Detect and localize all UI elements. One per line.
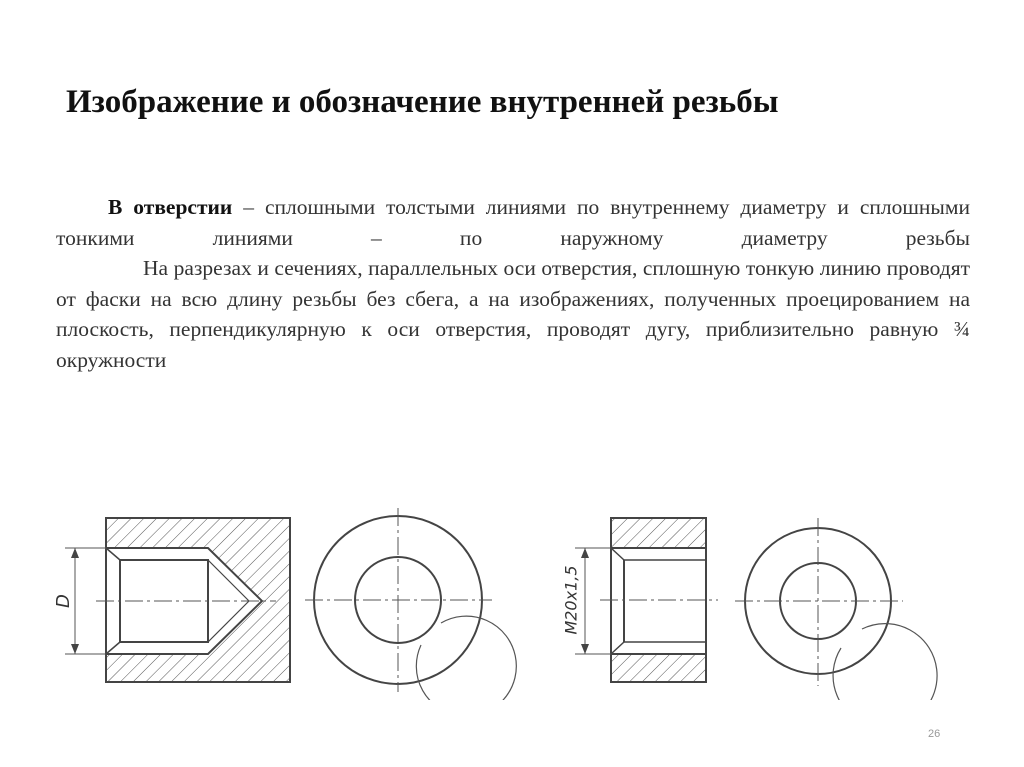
paragraph-1-lead: В отверстии — [108, 195, 233, 219]
paragraph-2: На разрезах и сечениях, параллельных оси отверстия, сплошную тонкую линию проводят от фаски на всю длину резьбы без сбега, а на изображениях, полученных проецированием на плоскость, перпендикулярную к оси отверстия, проводят дугу, приблизительно равную ¾ окружности — [56, 256, 970, 372]
blind-hole-section — [53, 518, 290, 682]
dimension-label-m20: M20x1,5 — [561, 565, 581, 635]
slide-title: Изображение и обозначение внутренней резьбы — [66, 84, 779, 120]
through-hole-end-view — [735, 518, 937, 700]
thread-drawings — [0, 500, 1024, 700]
page-number: 26 — [928, 728, 941, 740]
paragraph-1-rest: – сплошными толстыми линиями по внутреннему диаметру и сплошными тонкими линиями – по наружному диаметру резьбы — [56, 195, 970, 250]
paragraph-1 — [56, 192, 970, 253]
blind-hole-end-view — [305, 508, 516, 700]
body-text — [56, 192, 970, 375]
dimension-label-d: D — [53, 594, 74, 608]
through-hole-section — [562, 518, 719, 682]
